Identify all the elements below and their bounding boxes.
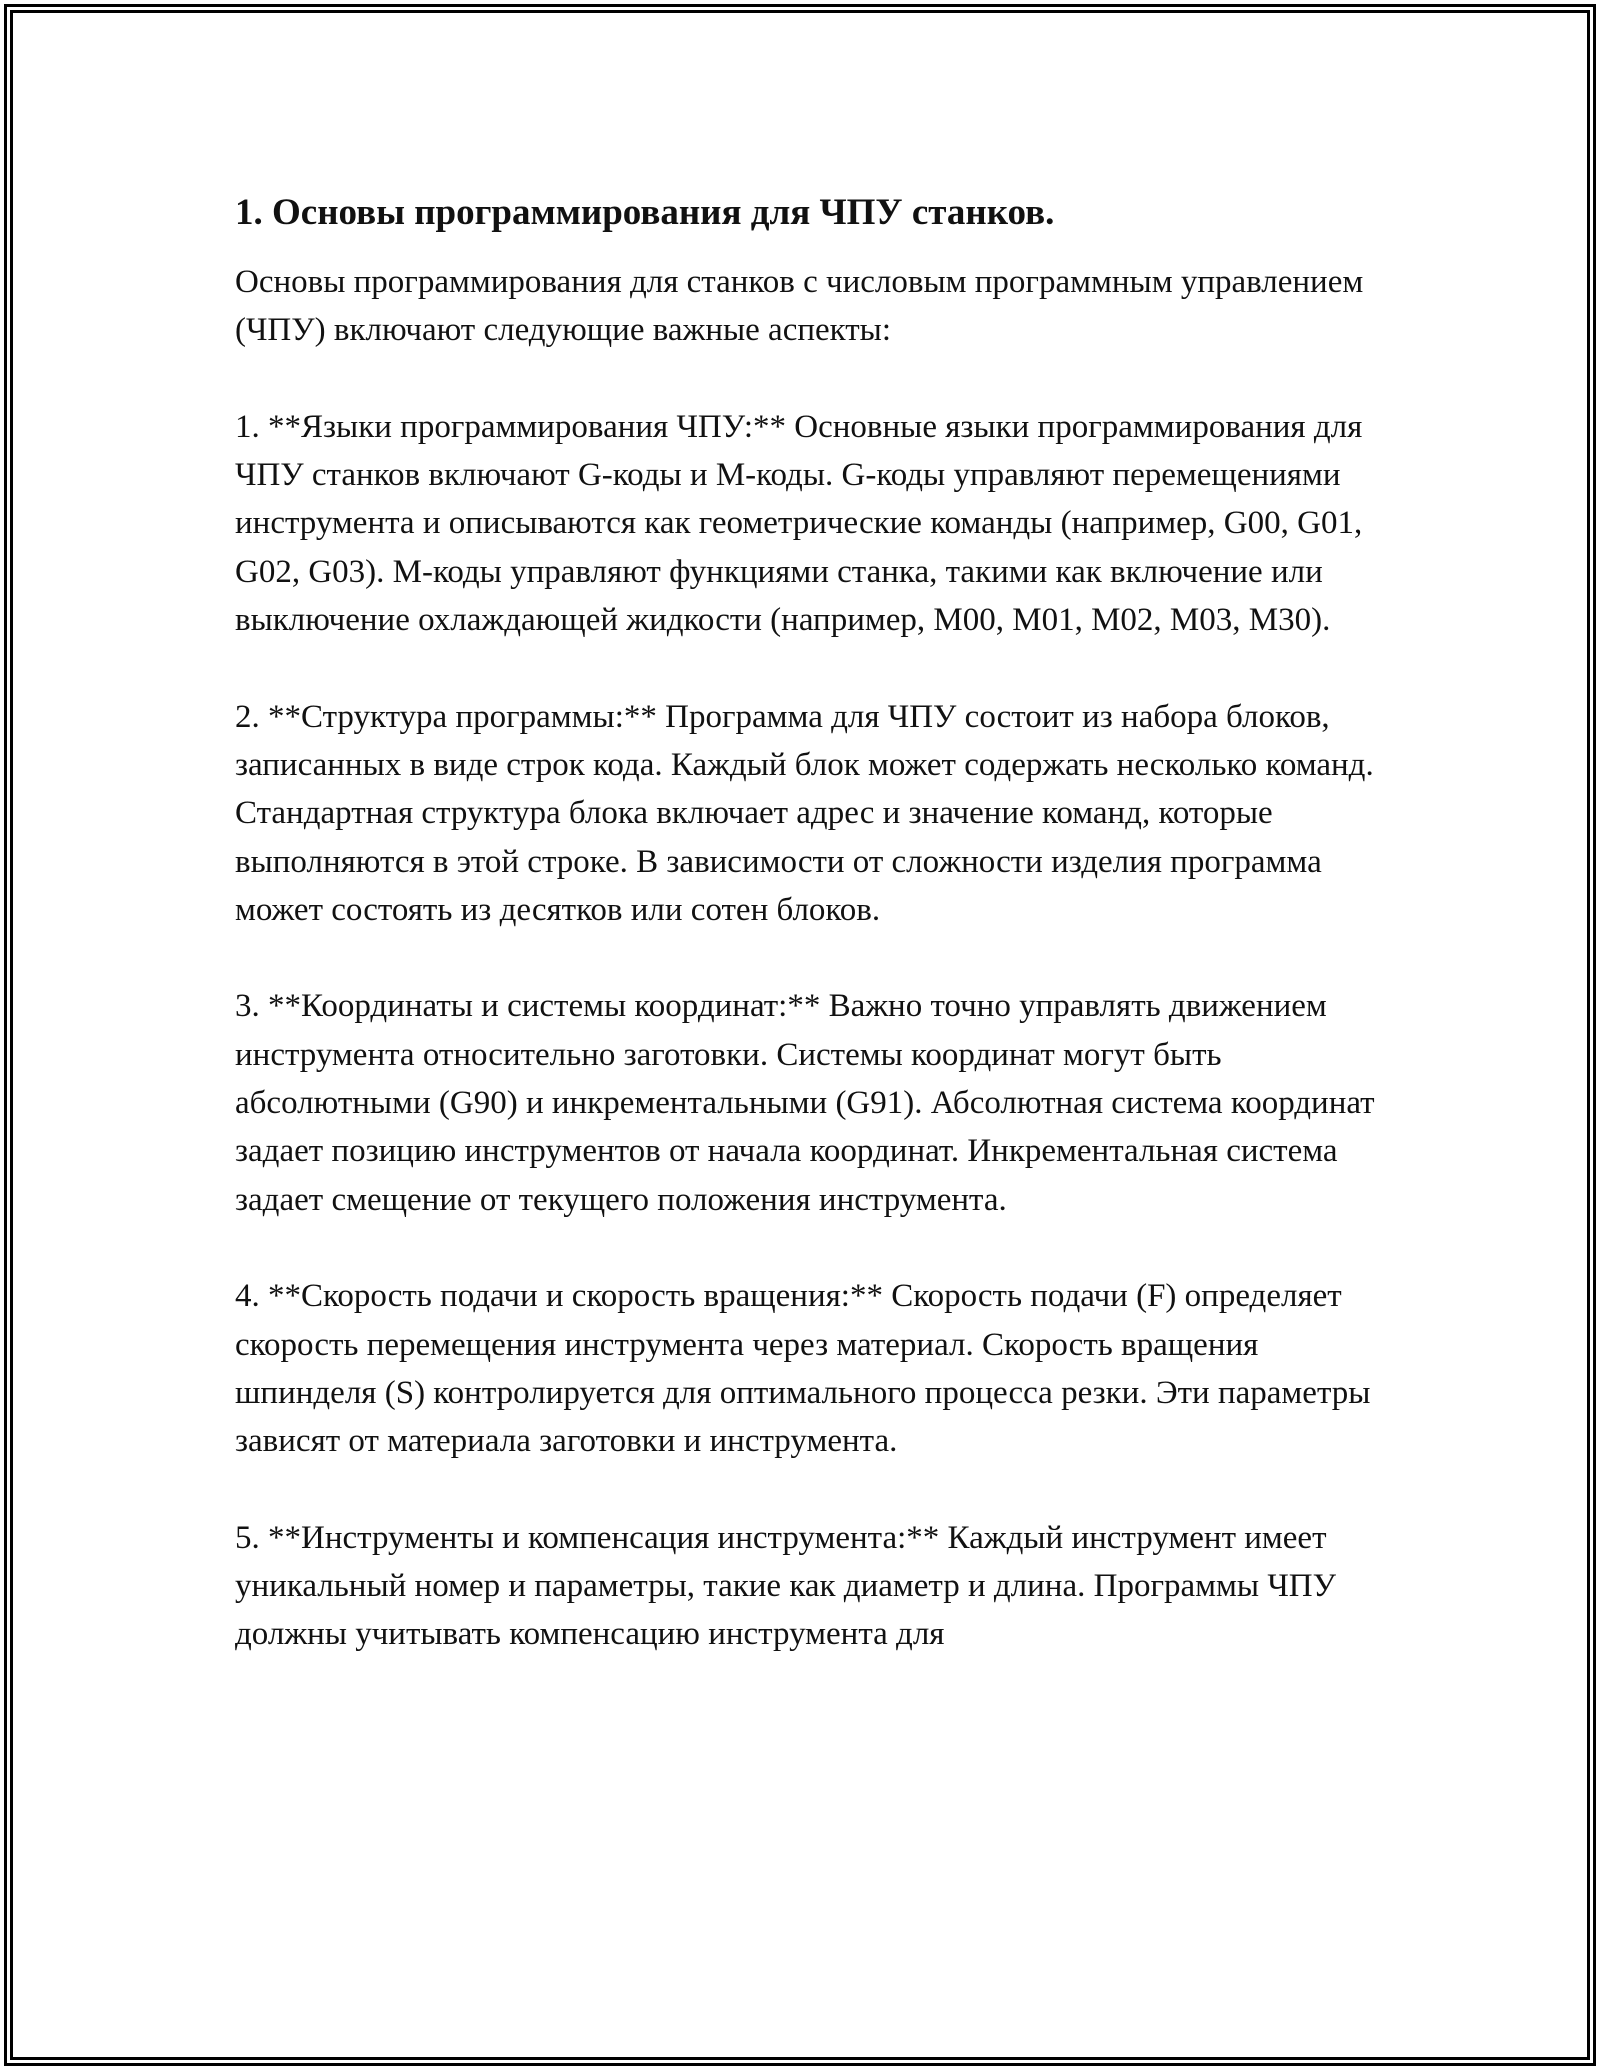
paragraph-programming-languages: 1. **Языки программирования ЧПУ:** Основные языки программирования для ЧПУ станков включают G-коды и M-коды. G-коды управляют перемещениями инструмента и описываются как геометрические команды (например, G00, G01, G02, G03). M-коды управляют функциями станка, такими как включение или выключение охлаждающей жидкости (например, M00, M01, M02, M03, M30). [235, 408, 1363, 639]
paragraph-coordinate-systems: 3. **Координаты и системы координат:** Важно точно управлять движением инструмента относительно заготовки. Системы координат могут быть абсолютными (G90) и инкрементальными (G91). Абсолютная система координат задает позицию инструментов от начала координат. Инкрементальная система задает смещение от текущего положения инструмента. [235, 988, 1375, 1218]
section-heading: 1. Основы программирования для ЧПУ станков. [235, 192, 1055, 233]
paragraph-feed-and-speed: 4. **Скорость подачи и скорость вращения:** Скорость подачи (F) определяет скорость перемещения инструмента через материал. Скорость вращения шпинделя (S) контролируется для оптимального процесса резки. Эти параметры зависят от материала заготовки и инструмента. [235, 1278, 1371, 1460]
paragraph-program-structure: 2. **Структура программы:** Программа для ЧПУ состоит из набора блоков, записанных в виде строк кода. Каждый блок может содержать несколько команд. Стандартная структура блока включает адрес и значение команд, которые выполняются в этой строке. В зависимости от сложности изделия программа может состоять из десятков или сотен блоков. [235, 698, 1374, 928]
paragraph-tools-compensation: 5. **Инструменты и компенсация инструмента:** Каждый инструмент имеет уникальный номер и параметры, такие как диаметр и длина. Программы ЧПУ должны учитывать компенсацию инструмента для [235, 1519, 1336, 1653]
document-body [235, 188, 1380, 1707]
intro-paragraph: Основы программирования для станков с числовым программным управлением (ЧПУ) включают следующие важные аспекты: [235, 264, 1364, 349]
